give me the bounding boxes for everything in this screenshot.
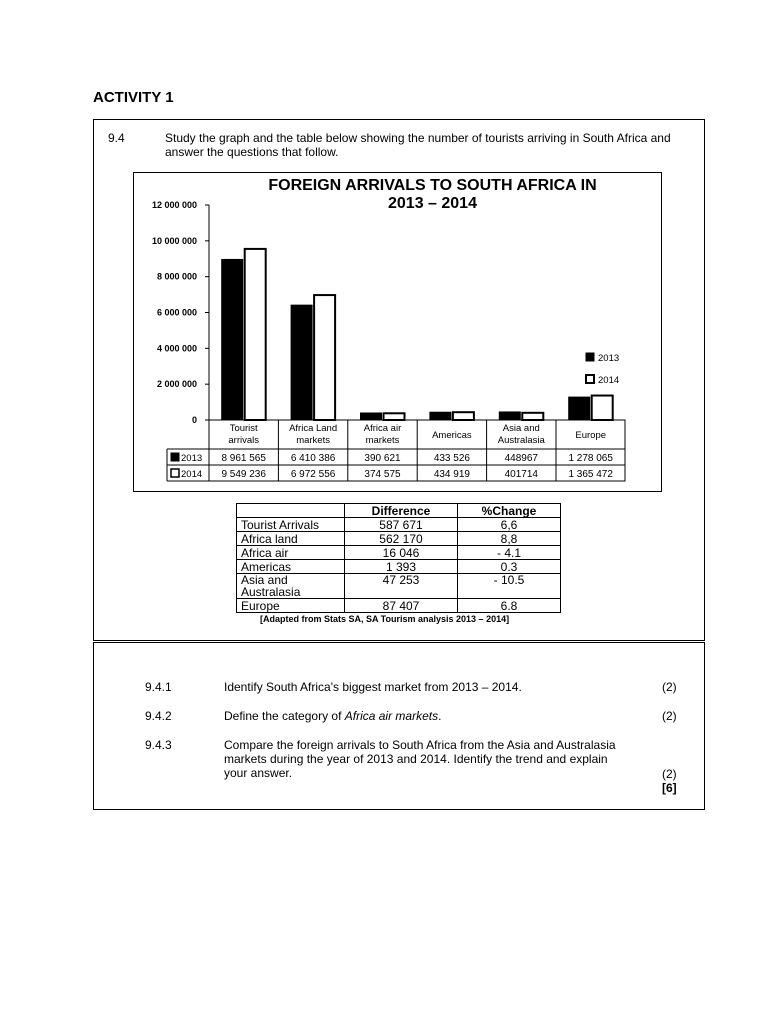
- bar-2014: [453, 412, 474, 420]
- y-tick-label: 8 000 000: [156, 271, 197, 282]
- table-cell: Americas: [237, 560, 345, 574]
- bar-2014: [245, 249, 266, 420]
- data-label: 433 526: [433, 453, 470, 464]
- bar-2013: [291, 305, 312, 420]
- table-row: [237, 574, 561, 599]
- table-cell: - 10.5: [458, 574, 561, 599]
- data-label: 6 972 556: [290, 469, 336, 480]
- table-cell: 6.8: [458, 599, 561, 613]
- table-header: [237, 504, 345, 518]
- category-label: Europe: [575, 430, 607, 441]
- category-label: markets: [365, 435, 400, 446]
- subquestion-text: Compare the foreign arrivals to South Africa from the Asia and Australasia markets during the year of 2013 and 2014. Identify the trend and explain your answer.: [224, 738, 616, 780]
- legend-swatch-2014: [171, 469, 179, 477]
- table-cell: 587 671: [345, 518, 458, 532]
- y-tick-label: 6 000 000: [156, 307, 197, 318]
- series-label: 2014: [181, 469, 203, 480]
- table-row: [237, 518, 561, 532]
- question-text: Study the graph and the table below showing the number of tourists arriving in South Africa and answer the questions that follow.: [165, 131, 671, 159]
- table-cell: - 4.1: [458, 546, 561, 560]
- data-label: 9 549 236: [221, 469, 266, 480]
- subquestion-text-end: .: [438, 709, 442, 723]
- bar-2014: [384, 413, 405, 420]
- category-label: Asia and: [502, 423, 540, 434]
- bar-2014: [522, 413, 543, 420]
- y-tick-label: 0: [191, 415, 197, 425]
- subquestion-mark: (2): [662, 709, 677, 723]
- bar-2013: [499, 412, 520, 420]
- subquestion-text: [224, 709, 634, 723]
- bar-2013: [361, 413, 382, 420]
- bar-2013: [430, 412, 451, 420]
- category-label: Africa air: [363, 423, 402, 434]
- table-cell: Tourist Arrivals: [237, 518, 345, 532]
- source-citation: [Adapted from Stats SA, SA Tourism analysis 2013 – 2014]: [260, 614, 510, 624]
- category-label: arrivals: [228, 435, 260, 446]
- category-label: Tourist: [229, 423, 258, 434]
- difference-table: [236, 503, 561, 613]
- legend-marker-2014: [586, 375, 594, 383]
- bar-2013: [569, 397, 590, 420]
- data-label: 390 621: [364, 453, 401, 464]
- legend-label: 2014: [598, 375, 620, 386]
- data-label: 448967: [504, 453, 538, 464]
- legend-marker-2013: [586, 353, 594, 361]
- legend-swatch-2013: [171, 453, 179, 461]
- category-label: markets: [296, 435, 330, 446]
- y-tick-label: 12 000 000: [151, 200, 197, 210]
- table-row: [237, 546, 561, 560]
- subquestion-number: 9.4.1: [145, 680, 172, 694]
- table-header: Difference: [345, 504, 458, 518]
- bar-2014: [314, 295, 335, 420]
- question-number: 9.4: [108, 131, 125, 145]
- table-cell: 87 407: [345, 599, 458, 613]
- subquestion-number: 9.4.2: [145, 709, 172, 723]
- y-tick-label: 4 000 000: [156, 343, 197, 354]
- table-header: %Change: [458, 504, 561, 518]
- data-label: 1 365 472: [568, 469, 613, 480]
- category-label: Australasia: [497, 435, 545, 446]
- table-cell: 6,6: [458, 518, 561, 532]
- table-cell: 8,8: [458, 532, 561, 546]
- table-cell: Africa land: [237, 532, 345, 546]
- chart-title-line1: FOREIGN ARRIVALS TO SOUTH AFRICA IN: [268, 177, 597, 194]
- data-label: 8 961 565: [221, 453, 266, 464]
- table-row: [237, 560, 561, 574]
- total-mark: [6]: [662, 781, 677, 795]
- series-label: 2013: [181, 453, 203, 464]
- table-cell: 0.3: [458, 560, 561, 574]
- legend-label: 2013: [598, 353, 620, 364]
- table-cell: 562 170: [345, 532, 458, 546]
- activity-heading: ACTIVITY 1: [93, 89, 174, 106]
- table-cell: Europe: [237, 599, 345, 613]
- data-label: 1 278 065: [568, 453, 613, 464]
- subquestion-text-plain: Define the category of: [224, 709, 345, 723]
- table-cell: Africa air: [237, 546, 345, 560]
- chart-title-line2: 2013 – 2014: [388, 195, 477, 212]
- data-label: 434 919: [433, 469, 470, 480]
- bar-2014: [592, 396, 613, 420]
- data-label: 374 575: [364, 469, 401, 480]
- table-cell: 1 393: [345, 560, 458, 574]
- subquestion-text-italic: Africa air markets: [344, 709, 439, 723]
- category-label: Americas: [432, 430, 472, 441]
- data-label: 6 410 386: [290, 453, 336, 464]
- table-header-row: [237, 504, 561, 518]
- subquestion-number: 9.4.3: [145, 738, 172, 752]
- category-label: Africa Land: [289, 423, 338, 434]
- subquestion-mark: (2): [662, 767, 677, 781]
- data-label: 401714: [504, 469, 538, 480]
- subquestion-text: Identify South Africa's biggest market from 2013 – 2014.: [224, 680, 522, 694]
- y-tick-label: 10 000 000: [151, 235, 197, 246]
- y-tick-label: 2 000 000: [156, 379, 197, 390]
- subquestion-mark: (2): [662, 680, 677, 694]
- table-cell: 47 253: [345, 574, 458, 599]
- table-row: [237, 532, 561, 546]
- table-cell: 16 046: [345, 546, 458, 560]
- bar-2013: [222, 259, 243, 420]
- table-row: [237, 599, 561, 613]
- table-cell: Asia and Australasia: [237, 574, 345, 599]
